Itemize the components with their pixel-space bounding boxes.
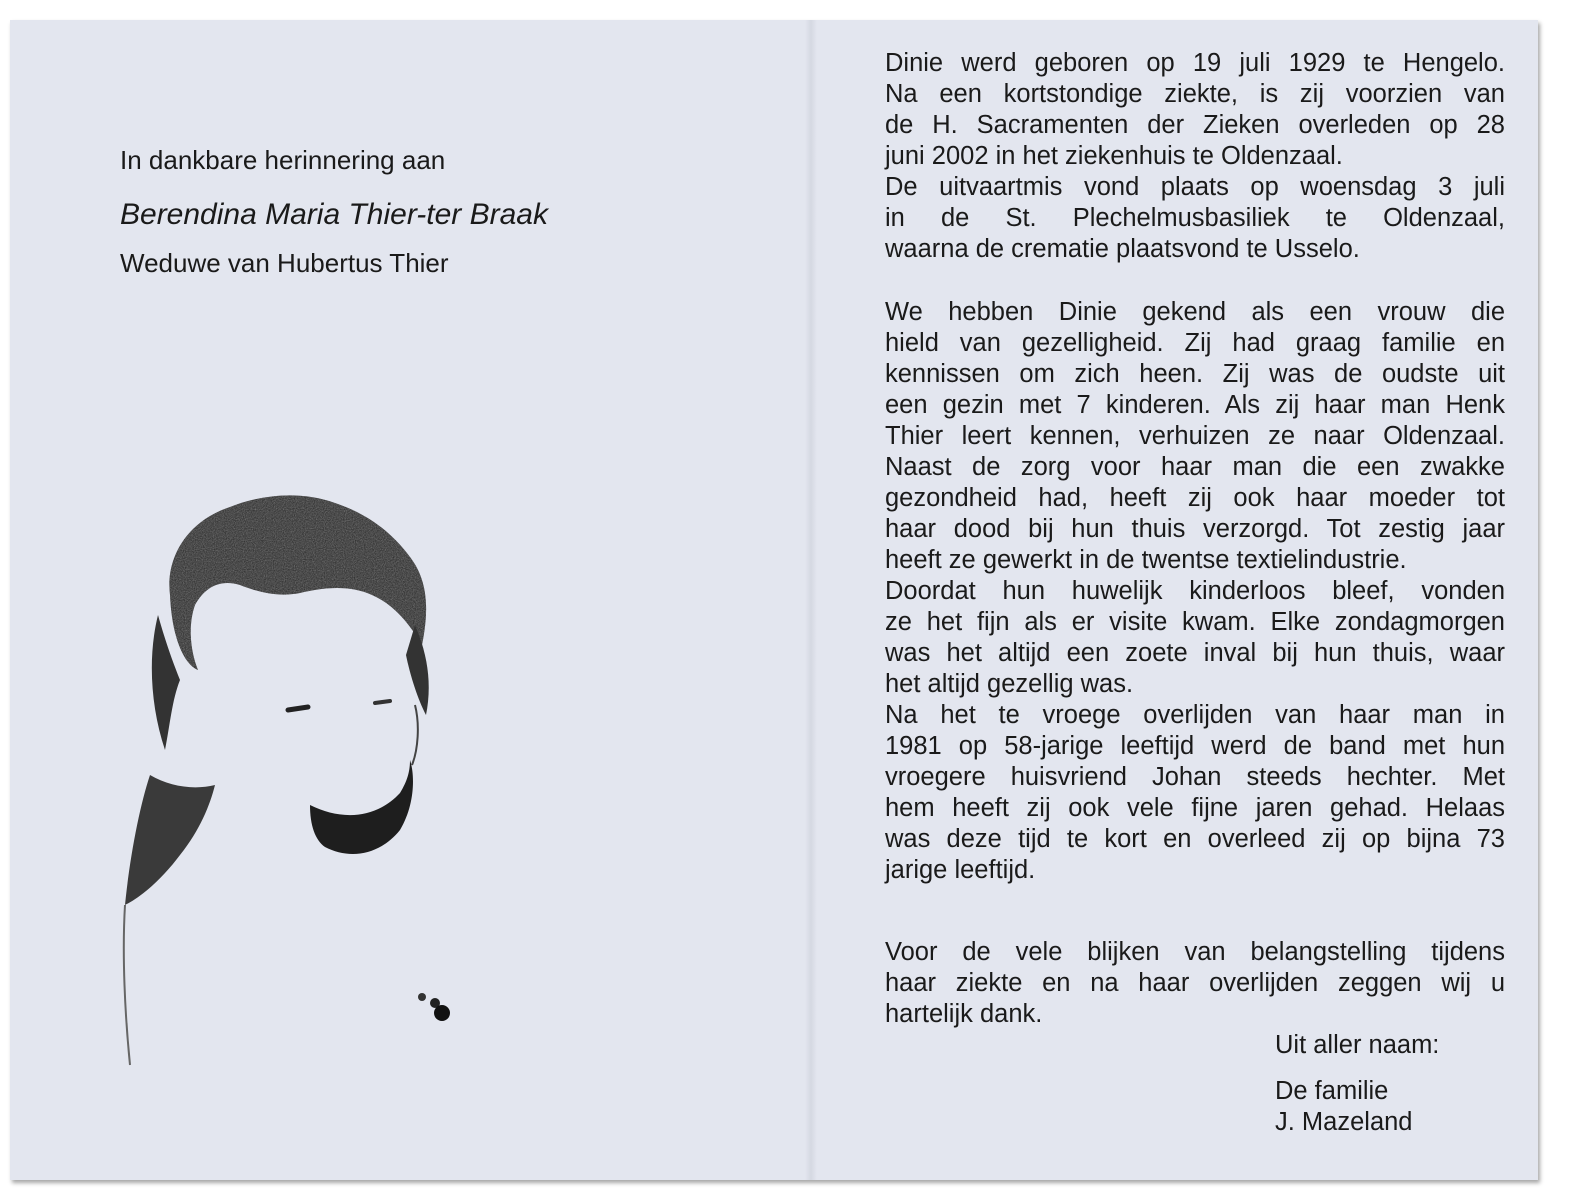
paragraph-thanks [885,937,1505,1030]
deceased-name: Berendina Maria Thier-ter Braak [120,198,548,231]
text-line: De uitvaartmis vond plaats op woensdag 3 juli [885,173,1505,201]
chin-collar-shadow [124,760,413,1065]
text-line: 1981 op 58-jarige leeftijd werd de band met hun [885,732,1505,760]
memorial-card [10,20,1538,1180]
text-line: Na een kortstondige ziekte, is zij voorzien van [885,80,1505,108]
text-line: jarige leeftijd. [885,856,1036,884]
text-line: was deze tijd te kort en overleed zij op bijna 73 [885,825,1505,853]
text-line: ze het fijn als er visite kwam. Elke zondagmorgen [885,608,1505,636]
necklace-dots [418,993,450,1021]
closing-family: De familie [1275,1077,1389,1105]
signature-block [1275,1030,1439,1138]
face-features [288,701,418,765]
card-fold [805,20,817,1180]
obituary-text [885,48,1505,1030]
closing-greeting: Uit aller naam: [1275,1031,1440,1059]
widow-subtitle: Weduwe van Hubertus Thier [120,248,449,278]
text-line: het altijd gezellig was. [885,670,1134,698]
text-line: kennissen om zich heen. Zij was de oudste uit [885,360,1505,388]
paragraph-biography-intro [885,48,1505,265]
paragraph-life-story [885,297,1505,886]
text-line: Naast de zorg voor haar man die een zwakke [885,453,1505,481]
text-line: Doordat hun huwelijk kinderloos bleef, vonden [885,577,1505,605]
text-line: een gezin met 7 kinderen. Als zij haar man Henk [885,391,1505,419]
text-line: was het altijd een zoete inval bij hun thuis, waar [885,639,1505,667]
text-line: haar ziekte en na haar overlijden zeggen wij u [885,969,1505,997]
text-line: hield van gezelligheid. Zij had graag familie en [885,329,1505,357]
closing-name: J. Mazeland [1275,1108,1413,1136]
text-line: hartelijk dank. [885,1000,1043,1028]
text-line: haar dood bij hun thuis verzorgd. Tot zestig jaar [885,515,1505,543]
text-line: heeft ze gewerkt in de twentse textielindustrie. [885,546,1407,574]
text-line: Thier leert kennen, verhuizen ze naar Oldenzaal. [885,422,1505,450]
text-line: waarna de crematie plaatsvond te Usselo. [885,235,1360,263]
portrait-photo [110,475,480,1075]
text-line: Na het te vroege overlijden van haar man in [885,701,1505,729]
text-line: Dinie werd geboren op 19 juli 1929 te Hengelo. [885,49,1505,77]
left-panel [10,20,805,1180]
text-line: hem heeft zij ook vele fijne jaren gehad. Helaas [885,794,1505,822]
dedication-heading: In dankbare herinnering aan [120,145,446,175]
text-line: vroegere huisvriend Johan steeds hechter. Met [885,763,1505,791]
text-line: We hebben Dinie gekend als een vrouw die [885,298,1505,326]
text-line: gezondheid had, heeft zij ook haar moeder tot [885,484,1505,512]
text-line: in de St. Plechelmusbasiliek te Oldenzaal, [885,204,1505,232]
text-line: juni 2002 in het ziekenhuis te Oldenzaal. [885,142,1343,170]
text-line: de H. Sacramenten der Zieken overleden op 28 [885,111,1505,139]
text-line: Voor de vele blijken van belangstelling tijdens [885,938,1505,966]
